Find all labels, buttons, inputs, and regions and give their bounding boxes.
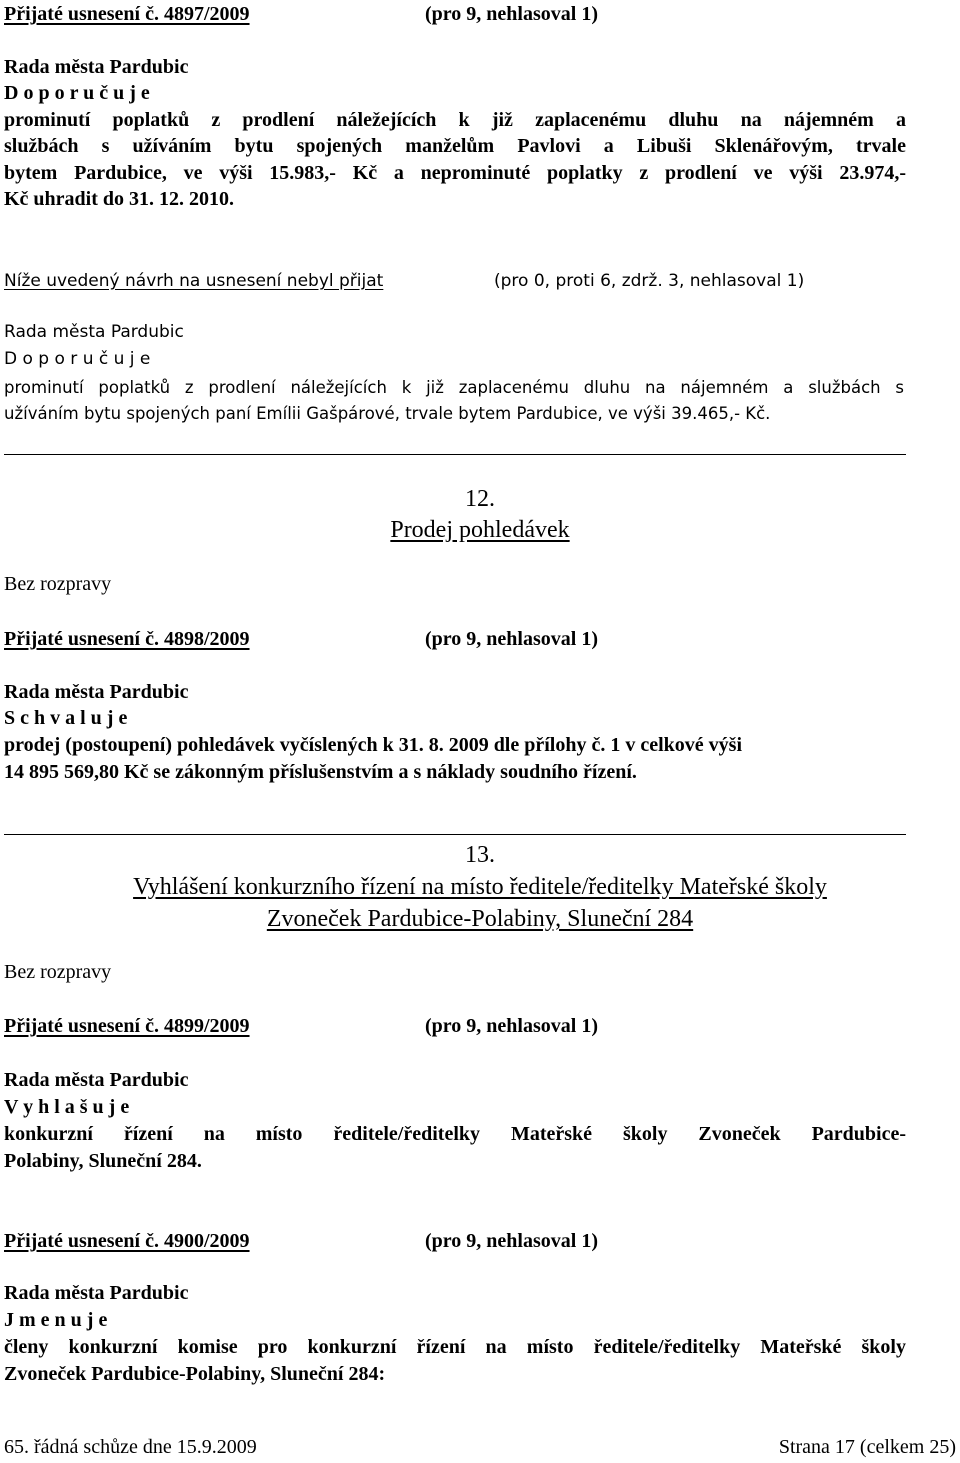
resolution-verb: S c h v a l u j e <box>4 707 128 729</box>
vote-result: (pro 9, nehlasoval 1) <box>425 1230 598 1252</box>
discussion-note: Bez rozpravy <box>4 573 112 595</box>
resolution-text-line: prominutí poplatků z prodlení náležejících k již zaplacenému dluhu na nájemném a službách s <box>4 378 904 397</box>
council-name: Rada města Pardubic <box>4 322 184 342</box>
resolution-label: Přijaté usnesení č. 4900/2009 <box>4 1230 250 1252</box>
footer-page-number: Strana 17 (celkem 25) <box>778 1436 956 1458</box>
resolution-verb: V y h l a š u j e <box>4 1096 130 1118</box>
resolution-label: Přijaté usnesení č. 4897/2009 <box>4 3 250 25</box>
section-divider <box>4 834 906 835</box>
resolution-text-line: Kč uhradit do 31. 12. 2010. <box>4 188 235 210</box>
discussion-note: Bez rozpravy <box>4 961 112 983</box>
rejected-proposal-label: Níže uvedený návrh na usnesení nebyl přijat <box>4 271 384 291</box>
resolution-text-line: užíváním bytu spojených paní Emílii Gašpárové, trvale bytem Pardubice, ve výši 39.465,- Kč. <box>4 404 771 423</box>
resolution-text-line: Polabiny, Sluneční 284. <box>4 1150 202 1172</box>
vote-result: (pro 9, nehlasoval 1) <box>425 628 598 650</box>
section-number: 13. <box>465 842 495 868</box>
section-title: Vyhlášení konkurzního řízení na místo ředitele/ředitelky Mateřské školy <box>133 874 827 900</box>
council-name: Rada města Pardubic <box>4 56 189 78</box>
council-name: Rada města Pardubic <box>4 681 189 703</box>
resolution-text-line: prominutí poplatků z prodlení náležejících k již zaplacenému dluhu na nájemném a <box>4 109 906 131</box>
section-title: Prodej pohledávek <box>390 517 570 543</box>
resolution-text-line: konkurzní řízení na místo ředitele/ředitelky Mateřské školy Zvoneček Pardubice- <box>4 1123 906 1145</box>
resolution-label: Přijaté usnesení č. 4898/2009 <box>4 628 250 650</box>
resolution-text-line: 14 895 569,80 Kč se zákonným příslušenstvím a s náklady soudního řízení. <box>4 761 637 783</box>
resolution-text-line: prodej (postoupení) pohledávek vyčíslených k 31. 8. 2009 dle přílohy č. 1 v celkové výši <box>4 734 743 756</box>
resolution-verb: D o p o r u č u j e <box>4 349 151 369</box>
resolution-label: Přijaté usnesení č. 4899/2009 <box>4 1015 250 1037</box>
section-divider <box>4 454 906 455</box>
vote-result: (pro 0, proti 6, zdrž. 3, nehlasoval 1) <box>494 271 805 291</box>
vote-result: (pro 9, nehlasoval 1) <box>425 3 598 25</box>
council-name: Rada města Pardubic <box>4 1282 189 1304</box>
resolution-text-line: členy konkurzní komise pro konkurzní řízení na místo ředitele/ředitelky Mateřské školy <box>4 1336 906 1358</box>
resolution-text-line: službách s užíváním bytu spojených manželům Pavlovi a Libuši Sklenářovým, trvale <box>4 135 906 157</box>
vote-result: (pro 9, nehlasoval 1) <box>425 1015 598 1037</box>
council-name: Rada města Pardubic <box>4 1069 189 1091</box>
resolution-text-line: Zvoneček Pardubice-Polabiny, Sluneční 284: <box>4 1363 386 1385</box>
resolution-verb: J m e n u j e <box>4 1309 108 1331</box>
section-number: 12. <box>465 486 495 512</box>
resolution-verb: D o p o r u č u j e <box>4 82 150 104</box>
section-title: Zvoneček Pardubice-Polabiny, Sluneční 284 <box>266 906 694 932</box>
footer-meeting: 65. řádná schůze dne 15.9.2009 <box>4 1436 257 1458</box>
resolution-text-line: bytem Pardubice, ve výši 15.983,- Kč a neprominuté poplatky z prodlení ve výši 23.974,- <box>4 162 906 184</box>
